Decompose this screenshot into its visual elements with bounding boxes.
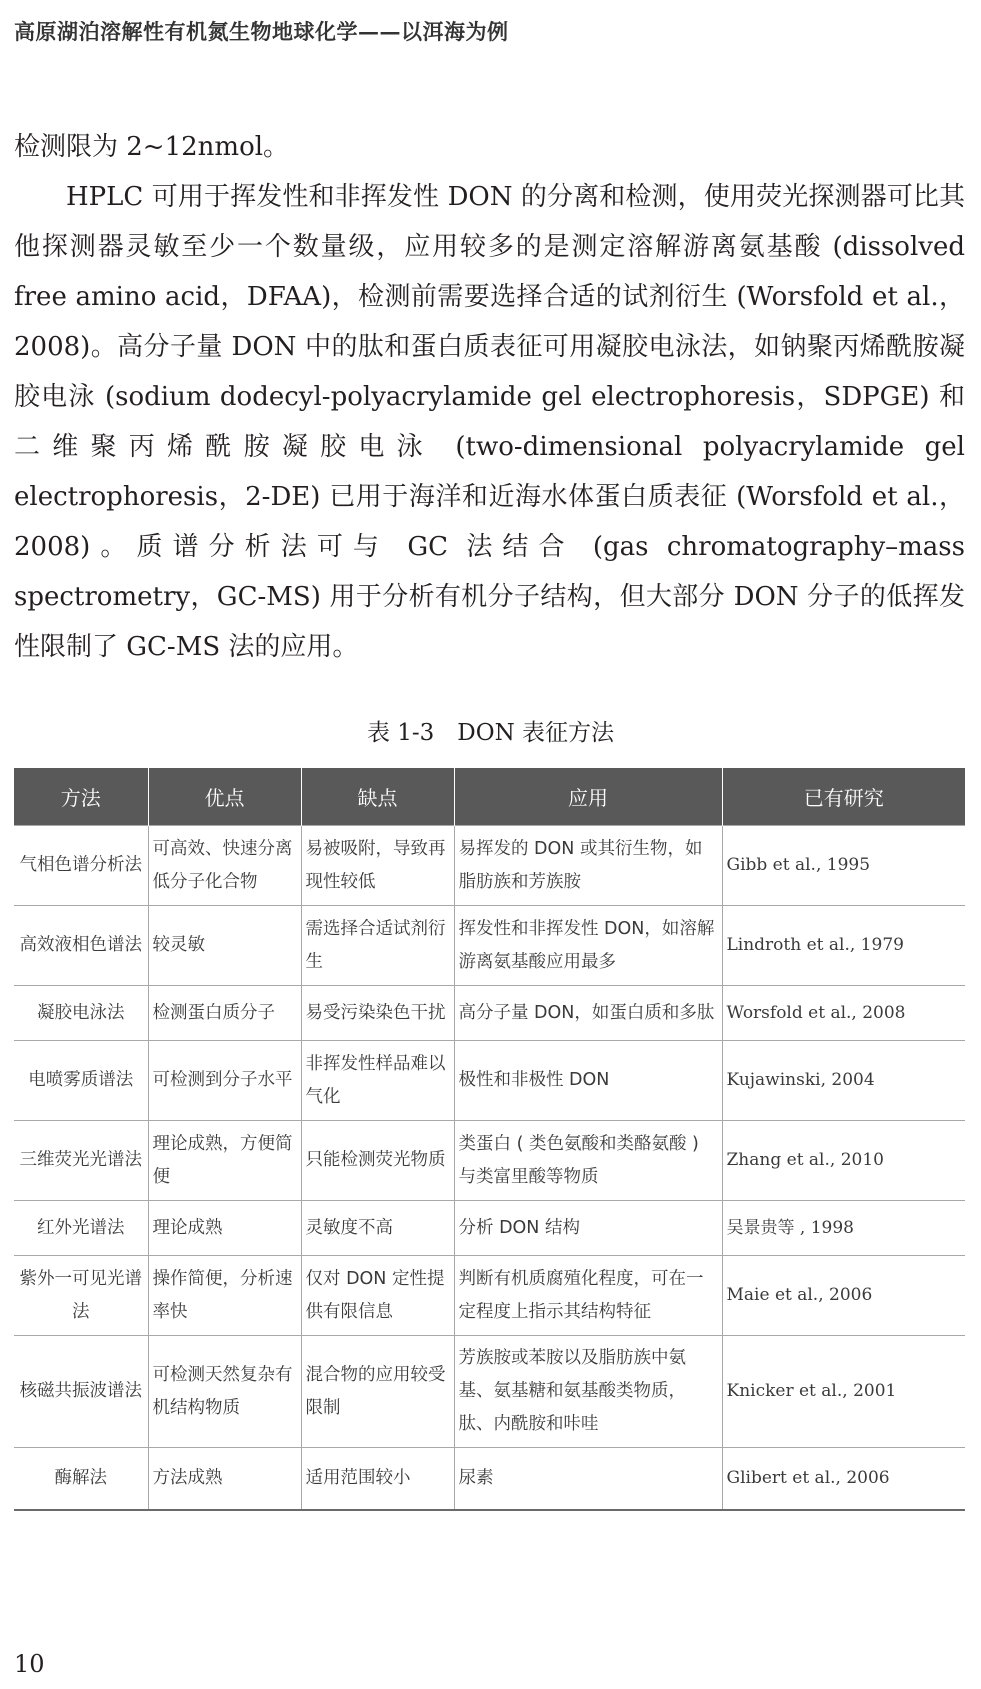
cell-application: 判断有机质腐殖化程度，可在一定程度上指示其结构特征 <box>454 1256 722 1336</box>
table-row <box>14 1256 965 1336</box>
cell-study: Maie et al., 2006 <box>722 1256 965 1336</box>
cell-disadvantage: 需选择合适试剂衍生 <box>301 906 454 986</box>
cell-method: 三维荧光光谱法 <box>14 1121 148 1201</box>
cell-advantage: 较灵敏 <box>148 906 301 986</box>
cell-disadvantage: 易受污染染色干扰 <box>301 986 454 1041</box>
table-row <box>14 1121 965 1201</box>
cell-advantage: 操作简便，分析速率快 <box>148 1256 301 1336</box>
cell-advantage: 可高效、快速分离低分子化合物 <box>148 826 301 906</box>
cell-advantage: 理论成熟 <box>148 1201 301 1256</box>
cell-application: 挥发性和非挥发性 DON，如溶解游离氨基酸应用最多 <box>454 906 722 986</box>
col-header-disadvantages: 缺点 <box>301 768 454 826</box>
cell-method: 气相色谱分析法 <box>14 826 148 906</box>
cell-advantage: 理论成熟，方便简便 <box>148 1121 301 1201</box>
cell-study: Knicker et al., 2001 <box>722 1336 965 1448</box>
col-header-method: 方法 <box>14 768 148 826</box>
cell-disadvantage: 只能检测荧光物质 <box>301 1121 454 1201</box>
cell-advantage: 可检测到分子水平 <box>148 1041 301 1121</box>
page-number: 10 <box>14 1650 45 1678</box>
cell-study: 吴景贵等 , 1998 <box>722 1201 965 1256</box>
table-row <box>14 1336 965 1448</box>
cell-study: Gibb et al., 1995 <box>722 826 965 906</box>
running-header: 高原湖泊溶解性有机氮生物地球化学——以洱海为例 <box>14 19 509 44</box>
col-header-advantages: 优点 <box>148 768 301 826</box>
cell-application: 易挥发的 DON 或其衍生物，如脂肪族和芳族胺 <box>454 826 722 906</box>
table-row <box>14 986 965 1041</box>
cell-advantage: 可检测天然复杂有机结构物质 <box>148 1336 301 1448</box>
cell-method: 高效液相色谱法 <box>14 906 148 986</box>
cell-method: 红外光谱法 <box>14 1201 148 1256</box>
paragraph-1: 检测限为 2~12nmol。 <box>14 132 290 162</box>
cell-application: 极性和非极性 DON <box>454 1041 722 1121</box>
cell-disadvantage: 仅对 DON 定性提供有限信息 <box>301 1256 454 1336</box>
body-text <box>14 122 965 672</box>
cell-study: Lindroth et al., 1979 <box>722 906 965 986</box>
cell-method: 核磁共振波谱法 <box>14 1336 148 1448</box>
cell-disadvantage: 适用范围较小 <box>301 1448 454 1510</box>
cell-application: 尿素 <box>454 1448 722 1510</box>
cell-disadvantage: 混合物的应用较受限制 <box>301 1336 454 1448</box>
cell-study: Zhang et al., 2010 <box>722 1121 965 1201</box>
cell-disadvantage: 灵敏度不高 <box>301 1201 454 1256</box>
cell-disadvantage: 易被吸附，导致再现性较低 <box>301 826 454 906</box>
table-header-row <box>14 768 965 826</box>
cell-application: 芳族胺或苯胺以及脂肪族中氨基、氨基糖和氨基酸类物质，肽、内酰胺和咔哇 <box>454 1336 722 1448</box>
don-methods-table <box>14 768 965 1511</box>
cell-study: Glibert et al., 2006 <box>722 1448 965 1510</box>
cell-study: Kujawinski, 2004 <box>722 1041 965 1121</box>
cell-advantage: 方法成熟 <box>148 1448 301 1510</box>
cell-method: 电喷雾质谱法 <box>14 1041 148 1121</box>
table-caption: 表 1-3 DON 表征方法 <box>366 720 615 746</box>
cell-application: 高分子量 DON，如蛋白质和多肽 <box>454 986 722 1041</box>
cell-study: Worsfold et al., 2008 <box>722 986 965 1041</box>
col-header-application: 应用 <box>454 768 722 826</box>
paragraph-2: HPLC 可用于挥发性和非挥发性 DON 的分离和检测，使用荧光探测器可比其他探测器灵敏至少一个数量级，应用较多的是测定溶解游离氨基酸 (dissolved free amino acid，DFAA)，检测前需要选择合适的试剂衍生 (Worsfold et al.，2008)。高分子量 DON 中的肽和蛋白质表征可用凝胶电泳法，如钠聚丙烯酰胺凝胶电泳 (sodium dodecyl-polyacrylamide gel electrophoresis，SDPGE) 和二维聚丙烯酰胺凝胶电泳 (two-dimensional polyacrylamide gel electrophoresis，2-DE) 已用于海洋和近海水体蛋白质表征 (Worsfold et al.，2008)。质谱分析法可与 GC 法结合 (gas chromatography–mass spectrometry，GC-MS) 用于分析有机分子结构，但大部分 DON 分子的低挥发性限制了 GC-MS 法的应用。 <box>14 182 965 662</box>
cell-application: 分析 DON 结构 <box>454 1201 722 1256</box>
table-row <box>14 1041 965 1121</box>
cell-advantage: 检测蛋白质分子 <box>148 986 301 1041</box>
col-header-studies: 已有研究 <box>722 768 965 826</box>
cell-method: 凝胶电泳法 <box>14 986 148 1041</box>
table-row <box>14 826 965 906</box>
table-row <box>14 1201 965 1256</box>
cell-application: 类蛋白 ( 类色氨酸和类酪氨酸 ) 与类富里酸等物质 <box>454 1121 722 1201</box>
cell-method: 紫外一可见光谱法 <box>14 1256 148 1336</box>
cell-disadvantage: 非挥发性样品难以气化 <box>301 1041 454 1121</box>
table-row <box>14 1448 965 1510</box>
table-row <box>14 906 965 986</box>
cell-method: 酶解法 <box>14 1448 148 1510</box>
